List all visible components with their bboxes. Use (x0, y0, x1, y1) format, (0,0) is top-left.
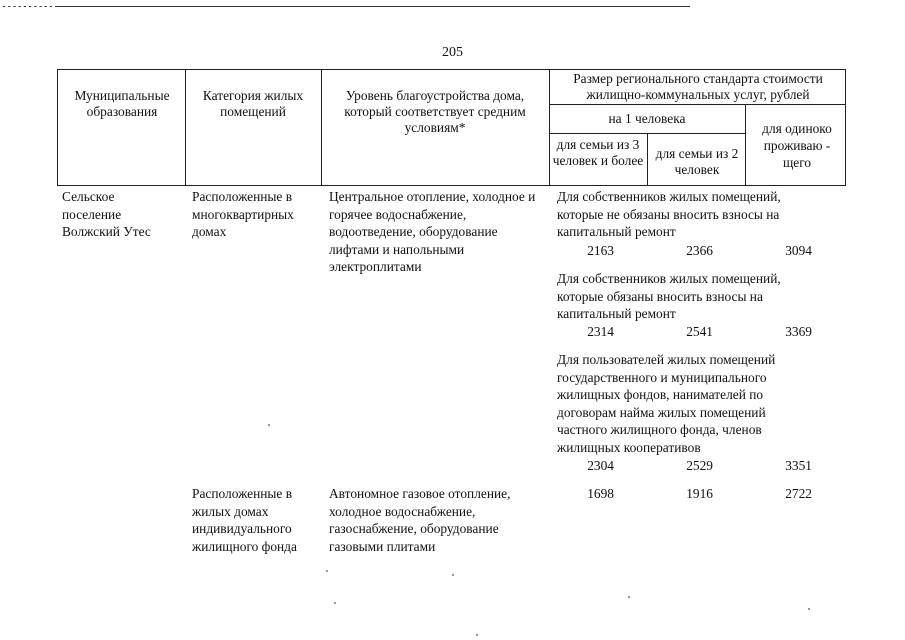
header-family3: для семьи из 3 человек и более (552, 137, 644, 168)
table-header (57, 69, 846, 186)
header-divider (745, 104, 746, 185)
header-category: Категория жилых помещений (202, 88, 304, 119)
page-number: 205 (442, 45, 463, 60)
top-rule (0, 6, 690, 7)
header-size-title: Размер регионального стандарта стоимости жилищно-коммунальных услуг, рублей (573, 71, 823, 102)
scan-speck (326, 570, 328, 572)
value-family2: 2366 (686, 243, 713, 258)
value-family2: 2541 (686, 324, 713, 339)
header-divider (549, 70, 550, 185)
level-cell: Автономное газовое отопление, холодное водоснабжение, газоснабжение, оборудование газовыми плитами (329, 486, 511, 554)
header-municipal: Муниципальные образования (74, 88, 170, 119)
header-level: Уровень благоустройства дома, который соответствует средним условиям* (344, 88, 526, 135)
scan-speck (808, 608, 810, 610)
category-cell: Расположенные в жилых домах индивидуального жилищного фонда (192, 486, 297, 554)
top-rule-gap (0, 6, 55, 7)
value-single: 2722 (785, 486, 812, 501)
group-label: Для собственников жилых помещений, которые обязаны вносить взносы на капитальный ремонт (557, 271, 781, 321)
scan-speck (476, 634, 478, 636)
value-family3: 2304 (587, 458, 614, 473)
municipality-cell: Сельское поселение Волжский Утес (62, 189, 151, 239)
scan-speck (334, 602, 336, 604)
header-divider (321, 70, 322, 185)
header-family2: для семьи из 2 человек (655, 146, 739, 177)
scan-speck (628, 596, 630, 598)
header-divider (185, 70, 186, 185)
header-single: для одиноко проживаю - щего (762, 121, 832, 170)
group-label: Для пользователей жилых помещений государственного и муниципального жилищных фондов, нанимателей по договорам найма жилых помещений частного жилищного фонда, членов жилищных кооперативов (557, 352, 776, 455)
group-label: Для собственников жилых помещений, которые не обязаны вносить взносы на капитальный ремонт (557, 189, 781, 239)
scan-speck (268, 424, 270, 426)
category-cell: Расположенные в многоквартирных домах (192, 189, 294, 239)
header-per-person: на 1 человека (608, 111, 686, 126)
header-divider (647, 133, 648, 185)
value-family2: 2529 (686, 458, 713, 473)
value-single: 3351 (785, 458, 812, 473)
header-divider (549, 104, 845, 105)
value-family3: 1698 (587, 486, 614, 501)
value-family3: 2314 (587, 324, 614, 339)
scan-speck (452, 574, 454, 576)
value-family2: 1916 (686, 486, 713, 501)
value-single: 3369 (785, 324, 812, 339)
level-cell: Центральное отопление, холодное и горячее водоснабжение, водоотведение, оборудование лифтами и напольными электроплитами (329, 189, 536, 274)
value-single: 3094 (785, 243, 812, 258)
value-family3: 2163 (587, 243, 614, 258)
